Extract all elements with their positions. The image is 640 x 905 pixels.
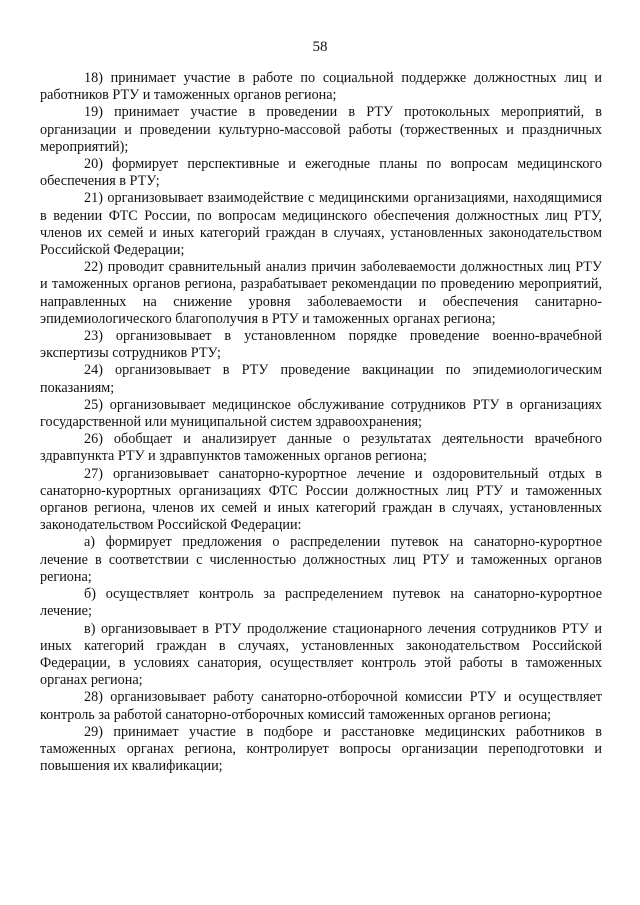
- paragraph-28: 28) организовывает работу санаторно-отборочной комиссии РТУ и осуществляет контроль за работой санаторно-отборочных комиссий таможенных органов региона;: [40, 689, 602, 723]
- paragraph-18: 18) принимает участие в работе по социальной поддержке должностных лиц и работников РТУ и таможенных органов региона;: [40, 70, 602, 104]
- document-body: [40, 70, 602, 775]
- paragraph-22: 22) проводит сравнительный анализ причин заболеваемости должностных лиц РТУ и таможенных органов региона, разрабатывает рекомендации по проведению мероприятий, направленных на снижение уровня заболеваемости и обеспечения санитарно-эпидемиологического благополучия в РТУ и таможенных органах региона;: [40, 259, 602, 327]
- paragraph-27: 27) организовывает санаторно-курортное лечение и оздоровительный отдых в санаторно-курортных организациях ФТС России должностных лиц РТУ и таможенных органов региона, членов их семей и иных категорий граждан в случаях, установленных законодательством Российской Федерации:: [40, 465, 602, 534]
- paragraph-20: 20) формирует перспективные и ежегодные планы по вопросам медицинского обеспечения в РТУ;: [40, 156, 602, 190]
- paragraph-19: 19) принимает участие в проведении в РТУ протокольных мероприятий, в организации и проведении культурно-массовой работы (торжественных и праздничных мероприятий);: [40, 104, 602, 155]
- subparagraph-v: в) организовывает в РТУ продолжение стационарного лечения сотрудников РТУ и иных категорий граждан в случаях, установленных законодательством Российской Федерации, в условиях санатория, осуществляет контроль этой работы в таможенных органах региона;: [40, 620, 602, 689]
- paragraph-26: 26) обобщает и анализирует данные о результатах деятельности врачебного здравпункта РТУ и здравпунктов таможенных органов региона;: [40, 431, 602, 465]
- paragraph-23: 23) организовывает в установленном порядке проведение военно-врачебной экспертизы сотрудников РТУ;: [40, 328, 602, 362]
- paragraph-21: 21) организовывает взаимодействие с медицинскими организациями, находящимися в ведении ФТС России, по вопросам медицинского обеспечения должностных лиц РТУ, членов их семей и иных категорий граждан в случаях, установленных законодательством Российской Федерации;: [40, 190, 602, 259]
- paragraph-25: 25) организовывает медицинское обслуживание сотрудников РТУ в организациях государственной или муниципальной систем здравоохранения;: [40, 396, 602, 431]
- subparagraph-b: б) осуществляет контроль за распределением путевок на санаторно-курортное лечение;: [40, 586, 602, 620]
- paragraph-24: 24) организовывает в РТУ проведение вакцинации по эпидемиологическим показаниям;: [40, 362, 602, 396]
- page-number: 58: [312, 39, 328, 55]
- paragraph-29: 29) принимает участие в подборе и расстановке медицинских работников в таможенных органах региона, контролирует вопросы организации переподготовки и повышения их квалификации;: [40, 723, 602, 775]
- subparagraph-a: а) формирует предложения о распределении путевок на санаторно-курортное лечение в соответствии с численностью должностных лиц РТУ и таможенных органов региона;: [40, 534, 602, 585]
